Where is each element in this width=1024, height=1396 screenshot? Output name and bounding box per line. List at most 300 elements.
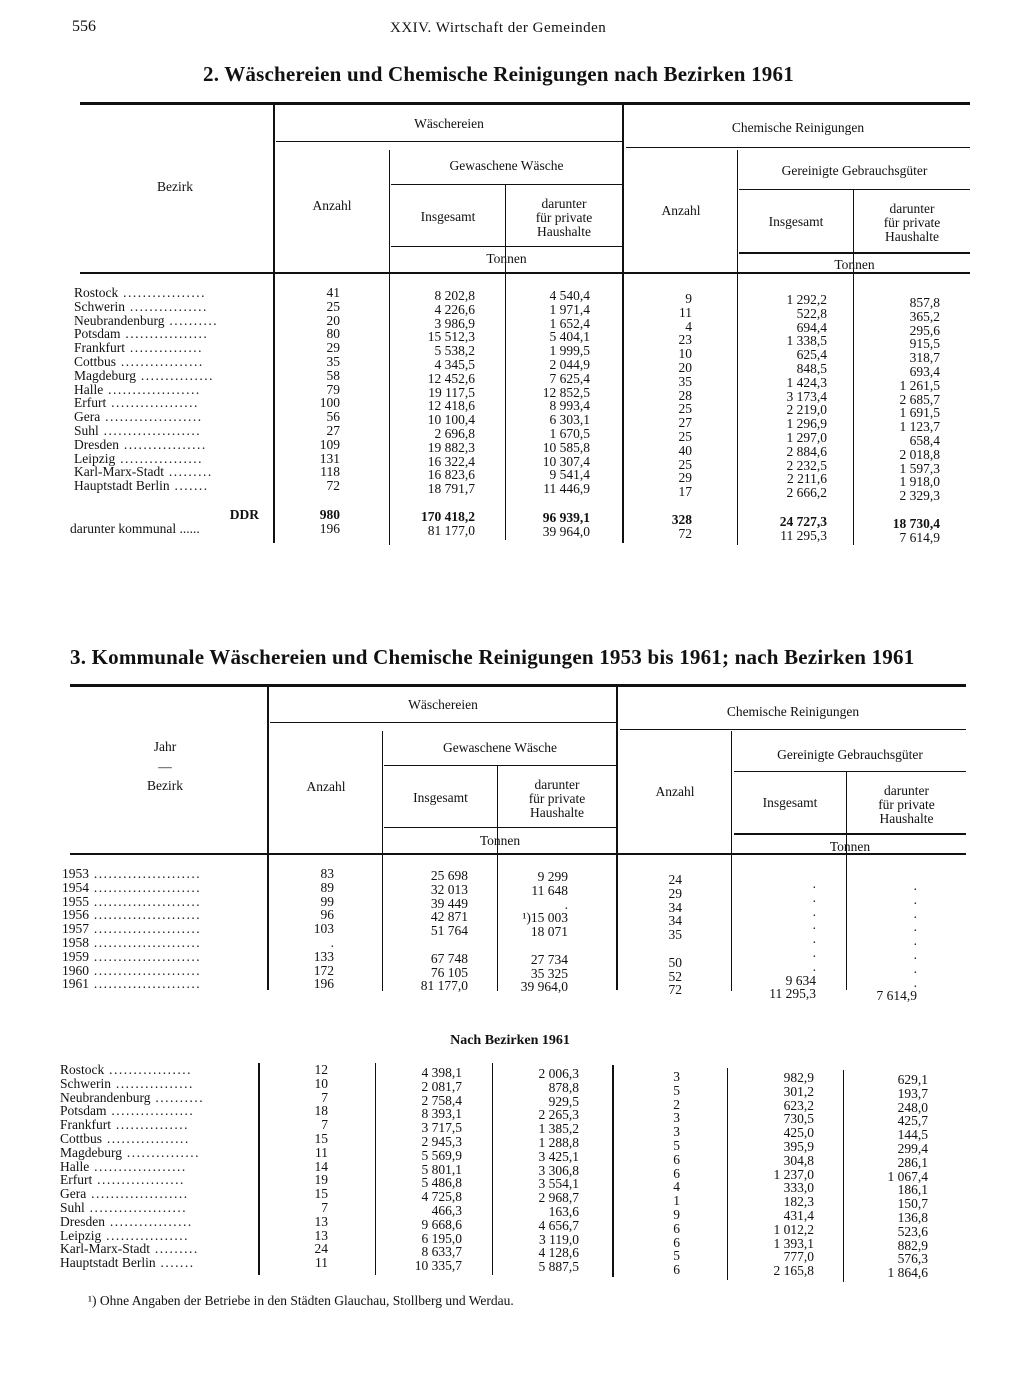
waeschereien-header-t3: Wäschereien bbox=[408, 697, 478, 712]
table-cell: 7 bbox=[321, 1199, 328, 1215]
table2-chem-darunter-column bbox=[854, 296, 940, 503]
kommunal-anzahl: 196 bbox=[319, 521, 340, 536]
table-cell: 186,1 bbox=[897, 1182, 928, 1198]
table-cell: 35 bbox=[678, 373, 692, 389]
table-cell: 2 666,2 bbox=[786, 485, 827, 501]
table-cell: 8 393,1 bbox=[421, 1106, 462, 1122]
jahr-header: Jahr bbox=[153, 739, 177, 754]
total-chem-anzahl: 328 bbox=[671, 512, 692, 527]
table-cell: 8 993,4 bbox=[549, 398, 590, 414]
table-cell: 50 bbox=[668, 954, 682, 970]
table-cell: 20 bbox=[326, 312, 340, 328]
table3-bezirk-chem-darunter-column bbox=[844, 1073, 928, 1280]
table-cell: 163,6 bbox=[548, 1203, 579, 1219]
table-cell: 848,5 bbox=[796, 360, 827, 376]
waeschereien-header: Wäschereien bbox=[414, 116, 484, 131]
table-cell: 857,8 bbox=[909, 295, 940, 310]
table-cell: 34 bbox=[668, 899, 682, 915]
table-cell: 1 999,5 bbox=[549, 343, 590, 359]
kommunal-insgesamt: 81 177,0 bbox=[427, 523, 475, 538]
table-cell bbox=[620, 942, 682, 956]
table-cell: 3 bbox=[673, 1069, 680, 1084]
row-label: 1961 ...................... bbox=[62, 976, 202, 992]
table3-bezirk-chem-anzahl-column bbox=[614, 1070, 680, 1277]
table2-title: 2. Wäschereien und Chemische Reinigungen nach Bezirken 1961 bbox=[203, 62, 794, 86]
table3-bezirk-chem-insgesamt-column bbox=[728, 1071, 814, 1278]
table-cell: 2 696,8 bbox=[434, 425, 475, 441]
table3-bezirk-insgesamt-column bbox=[376, 1066, 462, 1273]
table-cell: 9 634 bbox=[785, 972, 816, 988]
table-cell: 6 bbox=[673, 1151, 680, 1167]
table-cell: 929,5 bbox=[548, 1093, 579, 1109]
table-cell: 2 685,7 bbox=[899, 391, 940, 407]
table-cell: 6 bbox=[673, 1165, 680, 1181]
table-cell: 18 071 bbox=[530, 924, 568, 940]
table-cell: 1 288,8 bbox=[538, 1134, 579, 1150]
table-cell: 730,5 bbox=[783, 1111, 814, 1127]
gereinigte-header-t3: Gereinigte Gebrauchsgüter bbox=[777, 747, 923, 762]
bezirk-header: Bezirk bbox=[157, 179, 193, 194]
table-cell: 133 bbox=[313, 948, 334, 964]
table-cell: 286,1 bbox=[897, 1154, 928, 1170]
row-label: Hauptstadt Berlin ....... bbox=[74, 478, 209, 494]
table-cell: 2 018,8 bbox=[899, 446, 940, 462]
table-cell: 27 bbox=[326, 422, 340, 438]
table-cell: 1 123,7 bbox=[899, 419, 940, 435]
darunter-header-chem-t3: darunter für private Haushalte bbox=[878, 783, 935, 826]
table-cell: 5 538,2 bbox=[434, 343, 475, 359]
table-cell: 35 bbox=[668, 927, 682, 943]
table-cell: 18 791,7 bbox=[427, 481, 475, 497]
table-cell: 1 393,1 bbox=[773, 1235, 814, 1251]
table-cell: 4 656,7 bbox=[538, 1217, 579, 1233]
table-cell: 12 852,5 bbox=[542, 384, 590, 400]
table-cell: 52 bbox=[668, 968, 682, 984]
row-label: Frankfurt ............... bbox=[60, 1117, 189, 1133]
row-label: 1955 ...................... bbox=[62, 893, 202, 909]
table-cell: 35 bbox=[326, 353, 340, 369]
total-anzahl: 980 bbox=[319, 507, 340, 522]
darunter-header-chem: darunter für private Haushalte bbox=[883, 201, 941, 244]
table3-year-chem-darunter-column bbox=[847, 879, 917, 1003]
table-cell: 10 335,7 bbox=[414, 1258, 462, 1274]
table-cell: 3 986,9 bbox=[434, 315, 475, 331]
table-cell: 172 bbox=[313, 962, 334, 978]
table-cell: 20 bbox=[678, 359, 692, 375]
row-label: 1958 ...................... bbox=[62, 934, 202, 950]
table3-year-chem-anzahl-column bbox=[620, 873, 682, 997]
row-label: 1957 ...................... bbox=[62, 921, 202, 937]
table-cell: 4 725,8 bbox=[421, 1189, 462, 1205]
table-cell: 13 bbox=[314, 1227, 328, 1243]
table-cell: 17 bbox=[678, 484, 692, 500]
table-cell: 5 569,9 bbox=[421, 1147, 462, 1163]
table-cell: . bbox=[913, 905, 917, 921]
table-cell: 34 bbox=[668, 913, 682, 929]
table-cell: 7 bbox=[321, 1089, 328, 1105]
row-label: Dresden ................. bbox=[74, 436, 207, 452]
table-cell: 1 067,4 bbox=[887, 1168, 928, 1184]
insgesamt-header-chem-t3: Insgesamt bbox=[762, 795, 818, 810]
table-cell: 878,8 bbox=[548, 1079, 579, 1095]
table-cell: . bbox=[812, 944, 816, 960]
table-cell: 1 971,4 bbox=[549, 301, 590, 317]
table-cell: 5 404,1 bbox=[549, 329, 590, 345]
row-label: Suhl .................... bbox=[74, 422, 202, 438]
row-label: Hauptstadt Berlin ....... bbox=[60, 1255, 195, 1271]
row-label: 1954 ...................... bbox=[62, 879, 202, 895]
table-cell: 629,1 bbox=[897, 1072, 928, 1087]
table-cell: 1 597,3 bbox=[899, 460, 940, 476]
table-cell: . bbox=[812, 903, 816, 919]
table-cell: 9 541,4 bbox=[549, 467, 590, 483]
table-cell: 425,7 bbox=[897, 1113, 928, 1129]
total-darunter: 96 939,1 bbox=[542, 510, 590, 525]
anzahl-header-chem-t3: Anzahl bbox=[655, 784, 695, 799]
kommunal-label: darunter kommunal ...... bbox=[70, 521, 200, 536]
table-cell: 103 bbox=[313, 921, 334, 937]
row-label: 1953 ...................... bbox=[62, 866, 202, 881]
table-cell: 299,4 bbox=[897, 1140, 928, 1156]
table-cell: 4 345,5 bbox=[434, 356, 475, 372]
total-insgesamt: 170 418,2 bbox=[421, 509, 475, 524]
table-cell bbox=[498, 939, 568, 953]
table-cell: 1 918,0 bbox=[899, 474, 940, 490]
row-label: Frankfurt ............... bbox=[74, 340, 203, 356]
table3-year-chem-insgesamt-column bbox=[734, 877, 816, 1001]
table-cell: . bbox=[812, 889, 816, 905]
running-head: XXIV. Wirtschaft der Gemeinden bbox=[390, 20, 607, 36]
table-cell: 182,3 bbox=[783, 1194, 814, 1210]
table-cell: 72 bbox=[668, 982, 682, 998]
page-number: 556 bbox=[72, 18, 96, 35]
table-cell: 295,6 bbox=[909, 322, 940, 338]
row-label: Dresden ................. bbox=[60, 1213, 193, 1229]
table-cell: 25 bbox=[678, 456, 692, 472]
table-cell: . bbox=[812, 917, 816, 933]
table-cell: 136,8 bbox=[897, 1209, 928, 1225]
row-label: Halle ................... bbox=[60, 1158, 187, 1174]
table-cell: 694,4 bbox=[796, 319, 827, 335]
row-label: Neubrandenburg .......... bbox=[60, 1089, 205, 1105]
table-cell: 333,0 bbox=[783, 1180, 814, 1196]
kommunal-chem-insgesamt: 11 295,3 bbox=[780, 528, 827, 543]
table-cell: 4 128,6 bbox=[538, 1245, 579, 1261]
row-label: Gera .................... bbox=[74, 409, 203, 425]
table-cell: 625,4 bbox=[796, 347, 827, 363]
table-cell: 7 614,9 bbox=[876, 988, 917, 1004]
table-cell: 882,9 bbox=[897, 1237, 928, 1253]
table-cell: 72 bbox=[326, 478, 340, 494]
tonnen-header: Tonnen bbox=[486, 251, 527, 266]
table-cell: 99 bbox=[320, 893, 334, 909]
table-cell: 76 105 bbox=[430, 964, 468, 980]
anzahl-header: Anzahl bbox=[312, 198, 352, 213]
table-cell: 3 554,1 bbox=[538, 1176, 579, 1192]
table-cell: 11 bbox=[315, 1144, 328, 1160]
table3-year-anzahl-column bbox=[270, 867, 334, 991]
table-cell: 2 968,7 bbox=[538, 1190, 579, 1206]
table-cell: 29 bbox=[678, 470, 692, 486]
table-cell: 7 625,4 bbox=[549, 370, 590, 386]
tonnen-header-t3: Tonnen bbox=[479, 833, 521, 848]
table-cell: 2 219,0 bbox=[786, 402, 827, 418]
row-label: Halle ................... bbox=[74, 381, 201, 397]
table-cell: 1 bbox=[673, 1193, 680, 1209]
table-cell: 8 202,8 bbox=[434, 288, 475, 303]
table-cell: 3 173,4 bbox=[786, 388, 827, 404]
table-cell: 1 670,5 bbox=[549, 425, 590, 441]
table-cell: 28 bbox=[678, 387, 692, 403]
row-label: Potsdam ................. bbox=[74, 326, 209, 342]
table-cell: 40 bbox=[678, 442, 692, 458]
table-cell: 3 119,0 bbox=[539, 1231, 579, 1247]
table3-bezirk-column bbox=[60, 1063, 255, 1270]
anzahl-header-chem: Anzahl bbox=[661, 203, 701, 218]
row-label: Cottbus ................. bbox=[60, 1130, 190, 1146]
table-cell: 2 265,3 bbox=[538, 1107, 579, 1123]
table-cell: 25 bbox=[678, 401, 692, 417]
table-cell: 15 512,3 bbox=[427, 329, 475, 345]
table-cell: 15 bbox=[314, 1130, 328, 1146]
table-cell: 4 bbox=[673, 1179, 680, 1195]
row-label: Rostock ................. bbox=[60, 1062, 193, 1077]
table-cell: 5 887,5 bbox=[538, 1259, 579, 1275]
footnote: ¹) Ohne Angaben der Betriebe in den Städten Glauchau, Stollberg und Werdau. bbox=[88, 1293, 514, 1308]
table-cell: 7 bbox=[321, 1117, 328, 1133]
table-cell: 10 585,8 bbox=[542, 439, 590, 455]
row-label: Karl-Marx-Stadt ......... bbox=[60, 1241, 199, 1257]
table-cell: 15 bbox=[314, 1186, 328, 1202]
table-cell: . bbox=[812, 931, 816, 947]
table-cell: 623,2 bbox=[783, 1097, 814, 1113]
table-cell: 5 bbox=[673, 1082, 680, 1098]
table-cell: 10 bbox=[314, 1075, 328, 1091]
table-cell: 14 bbox=[314, 1158, 328, 1174]
table3-title: 3. Kommunale Wäschereien und Chemische Reinigungen 1953 bis 1961; nach Bezirken 1961 bbox=[70, 645, 915, 669]
table-cell: 29 bbox=[668, 885, 682, 901]
table-cell: 193,7 bbox=[897, 1085, 928, 1101]
table-cell: 2 044,9 bbox=[549, 356, 590, 372]
table-cell: 25 bbox=[326, 298, 340, 314]
table-cell: 27 bbox=[678, 415, 692, 431]
table-cell: 56 bbox=[326, 409, 340, 425]
table-cell: 6 bbox=[673, 1262, 680, 1278]
table-cell: 301,2 bbox=[783, 1083, 814, 1099]
table-cell: 6 303,1 bbox=[549, 412, 590, 428]
row-label: Leipzig ................. bbox=[74, 450, 203, 466]
table-cell: 23 bbox=[678, 332, 692, 348]
table-cell: 6 bbox=[673, 1234, 680, 1250]
kommunal-chem-anzahl: 72 bbox=[678, 526, 692, 541]
table-cell: 1 691,5 bbox=[899, 405, 940, 421]
table-cell: 1 652,4 bbox=[549, 315, 590, 331]
row-label: Suhl .................... bbox=[60, 1199, 188, 1215]
table-cell: 395,9 bbox=[783, 1138, 814, 1154]
table-cell: 2 758,4 bbox=[421, 1092, 462, 1108]
table-cell: 13 bbox=[314, 1213, 328, 1229]
table3-bezirk-darunter-column bbox=[493, 1067, 579, 1274]
anzahl-header-t3: Anzahl bbox=[306, 779, 346, 794]
table-cell: 2 081,7 bbox=[421, 1078, 462, 1094]
table-cell: 5 801,1 bbox=[421, 1161, 462, 1177]
table-cell: 9 bbox=[685, 291, 692, 306]
table-cell: 16 322,4 bbox=[427, 453, 475, 469]
table-cell: 118 bbox=[320, 464, 340, 480]
table-cell: 425,0 bbox=[783, 1125, 814, 1141]
table-cell: . bbox=[564, 896, 568, 912]
table-cell: 3 306,8 bbox=[538, 1162, 579, 1178]
kommunal-darunter: 39 964,0 bbox=[542, 524, 590, 539]
table-cell: 16 823,6 bbox=[427, 467, 475, 483]
table-cell: 1 261,5 bbox=[899, 377, 940, 393]
darunter-header: darunter für private Haushalte bbox=[535, 196, 593, 239]
table-cell: . bbox=[812, 876, 816, 891]
table-cell: 1 424,3 bbox=[786, 374, 827, 390]
table-cell: 1 296,9 bbox=[786, 416, 827, 432]
table-cell: 19 117,5 bbox=[428, 384, 475, 400]
table3-year-darunter-column bbox=[498, 870, 568, 994]
row-label: Rostock ................. bbox=[74, 285, 207, 300]
table-cell: 3 425,1 bbox=[538, 1148, 579, 1164]
table-cell: 100 bbox=[319, 395, 340, 411]
table2-darunter-column bbox=[506, 289, 590, 496]
table2-insgesamt-column bbox=[391, 289, 475, 496]
table-cell: 2 945,3 bbox=[421, 1133, 462, 1149]
table-cell: 4 bbox=[685, 318, 692, 334]
table-cell: 5 bbox=[673, 1248, 680, 1264]
table-cell: 80 bbox=[326, 326, 340, 342]
table-cell: 11 bbox=[315, 1255, 328, 1271]
table-cell: 3 717,5 bbox=[421, 1120, 462, 1136]
table-cell: 1 297,0 bbox=[786, 429, 827, 445]
table-cell: 150,7 bbox=[897, 1196, 928, 1212]
table-cell: 10 100,4 bbox=[427, 412, 475, 428]
table-cell: 24 bbox=[314, 1241, 328, 1257]
table-cell: 248,0 bbox=[897, 1099, 928, 1115]
kommunal-chem-darunter: 7 614,9 bbox=[899, 530, 940, 545]
row-label: Leipzig ................. bbox=[60, 1227, 189, 1243]
row-label: Erfurt .................. bbox=[60, 1172, 185, 1188]
table-cell: 89 bbox=[320, 879, 334, 895]
table-cell: 2 884,6 bbox=[786, 443, 827, 459]
table-cell: . bbox=[812, 958, 816, 974]
row-label: 1959 ...................... bbox=[62, 948, 202, 964]
table-cell: 2 165,8 bbox=[773, 1263, 814, 1279]
table-cell: . bbox=[913, 891, 917, 907]
table-cell: . bbox=[913, 933, 917, 949]
table-cell: 693,4 bbox=[909, 363, 940, 379]
total-chem-insgesamt: 24 727,3 bbox=[779, 514, 827, 529]
table-cell: 9 668,6 bbox=[421, 1216, 462, 1232]
table-cell: 131 bbox=[319, 450, 340, 466]
table2-chem-insgesamt-column bbox=[739, 293, 827, 500]
table-cell: 25 bbox=[678, 428, 692, 444]
table-cell: 12 418,6 bbox=[427, 398, 475, 414]
table-cell: 196 bbox=[313, 976, 334, 992]
table-cell: . bbox=[913, 919, 917, 935]
table3-bezirk-anzahl-column bbox=[262, 1063, 328, 1270]
table-cell: 11 bbox=[679, 304, 692, 320]
table-cell: 1 864,6 bbox=[887, 1265, 928, 1281]
table-cell: 58 bbox=[326, 367, 340, 383]
row-label: Magdeburg ............... bbox=[74, 367, 214, 383]
table-cell: 9 299 bbox=[537, 869, 568, 884]
table-cell: 6 bbox=[673, 1220, 680, 1236]
table-cell: 18 bbox=[314, 1103, 328, 1119]
total-label: DDR bbox=[229, 507, 259, 522]
table-cell: 466,3 bbox=[431, 1202, 462, 1218]
table-cell: 982,9 bbox=[783, 1070, 814, 1085]
row-label: Karl-Marx-Stadt ......... bbox=[74, 464, 213, 480]
table-cell: . bbox=[913, 960, 917, 976]
table-cell: 431,4 bbox=[783, 1207, 814, 1223]
table-cell: 1 012,2 bbox=[773, 1221, 814, 1237]
table-cell: . bbox=[913, 946, 917, 962]
table3-year-column bbox=[62, 867, 257, 991]
table-cell: 2 232,5 bbox=[786, 457, 827, 473]
table-cell: 2 bbox=[673, 1096, 680, 1112]
table-cell: 318,7 bbox=[909, 350, 940, 366]
table-cell: 35 325 bbox=[530, 965, 568, 981]
table-cell: 96 bbox=[320, 907, 334, 923]
insgesamt-header-chem: Insgesamt bbox=[768, 214, 824, 229]
row-label: Cottbus ................. bbox=[74, 353, 204, 369]
table-cell: 915,5 bbox=[909, 336, 940, 352]
table-cell: 365,2 bbox=[909, 308, 940, 324]
table-cell: 576,3 bbox=[897, 1251, 928, 1267]
tonnen-header-chem: Tonnen bbox=[834, 257, 875, 272]
table-cell: . bbox=[330, 934, 334, 950]
table-cell: 11 295,3 bbox=[769, 986, 816, 1002]
table-cell: 1 292,2 bbox=[786, 292, 827, 307]
table-cell: 2 329,3 bbox=[899, 488, 940, 504]
row-label: Schwerin ................ bbox=[60, 1075, 194, 1091]
table-cell: 6 195,0 bbox=[421, 1230, 462, 1246]
gewaschene-header-t3: Gewaschene Wäsche bbox=[442, 740, 558, 755]
chem-header-t3: Chemische Reinigungen bbox=[726, 704, 860, 719]
chem-header: Chemische Reinigungen bbox=[731, 120, 865, 135]
table-cell: 5 486,8 bbox=[421, 1175, 462, 1191]
row-label: Magdeburg ............... bbox=[60, 1144, 200, 1160]
table-cell: 658,4 bbox=[909, 432, 940, 448]
table-cell: 5 bbox=[673, 1137, 680, 1153]
table-cell: 27 734 bbox=[530, 951, 568, 967]
section-label: Nach Bezirken 1961 bbox=[450, 1033, 570, 1048]
table-cell: 19 bbox=[314, 1172, 328, 1188]
row-label: Neubrandenburg .......... bbox=[74, 312, 219, 328]
row-label: Erfurt .................. bbox=[74, 395, 199, 411]
table-cell: 9 bbox=[673, 1206, 680, 1222]
table-cell: . bbox=[913, 878, 917, 893]
page-header bbox=[72, 18, 972, 42]
table-cell: 1 338,5 bbox=[786, 333, 827, 349]
table-cell: 79 bbox=[326, 381, 340, 397]
table-cell: 41 bbox=[326, 285, 340, 300]
tonnen-header-chem-t3: Tonnen bbox=[829, 839, 871, 854]
table-cell: 12 bbox=[314, 1062, 328, 1077]
bezirk-header-t3: Bezirk bbox=[147, 778, 183, 793]
darunter-header-t3: darunter für private Haushalte bbox=[528, 777, 586, 820]
table-cell: 32 013 bbox=[430, 881, 468, 897]
insgesamt-header-t3: Insgesamt bbox=[413, 790, 468, 805]
table-cell: 523,6 bbox=[897, 1223, 928, 1239]
jahr-dash: — bbox=[158, 759, 172, 774]
table-cell bbox=[384, 938, 468, 952]
table-cell: 25 698 bbox=[430, 868, 468, 883]
gereinigte-header: Gereinigte Gebrauchsgüter bbox=[781, 163, 928, 178]
table-cell: 67 748 bbox=[430, 950, 468, 966]
